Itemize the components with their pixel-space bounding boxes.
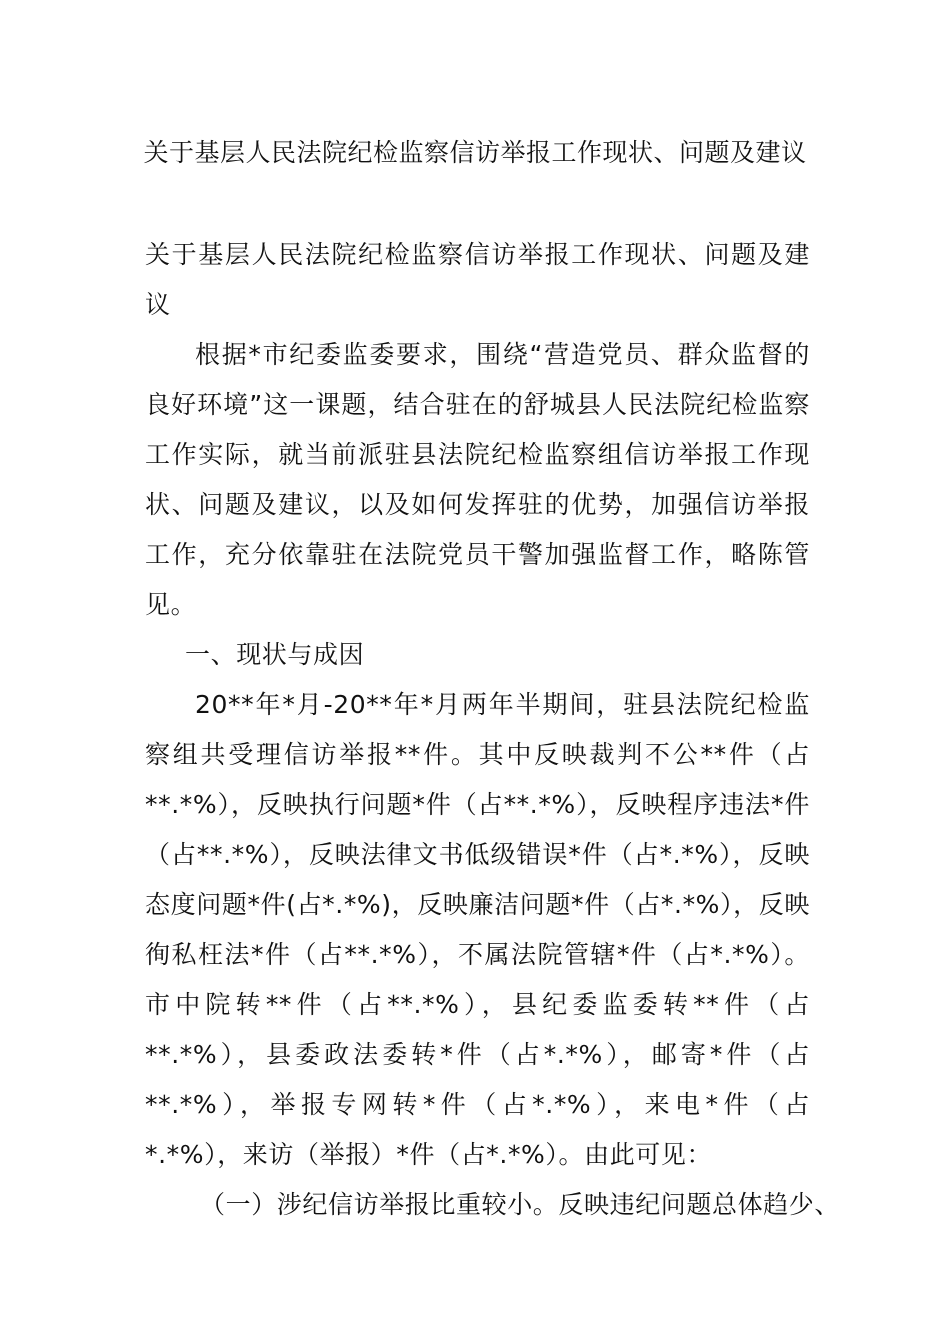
section-heading: 一、现状与成因	[185, 640, 365, 669]
stats-paragraph: 20**年*月-20**年*月两年半期间，驻县法院纪检监察组共受理信访举报**件。其中反映裁判不公**件（占**.*%），反映执行问题*件（占**.*%），反映程序违法*件（占**.*%），反映法律文书低级错误*件（占*.*%），反映态度问题*件(占*.*%)，反映廉洁问题*件（占*.*%），反映徇私枉法*件（占**.*%），不属法院管辖*件（占*.*%）。市中院转**件（占**.*%），县纪委监委转**件（占**.*%），县委政法委转*件（占*.*%），邮寄*件（占**.*%），举报专网转*件（占*.*%），来电*件（占*.*%），来访（举报）*件（占*.*%）。由此可见：	[145, 690, 810, 1169]
document-title: 关于基层人民法院纪检监察信访举报工作现状、问题及建议	[143, 138, 807, 167]
document-body	[145, 230, 841, 1230]
intro-paragraph: 根据*市纪委监委要求，围绕“营造党员、群众监督的良好环境”这一课题，结合驻在的舒城县人民法院纪检监察工作实际，就当前派驻县法院纪检监察组信访举报工作现状、问题及建议，以及如何发挥驻的优势，加强信访举报工作，充分依靠驻在法院党员干警加强监督工作，略陈管见。	[145, 340, 810, 619]
document-subtitle: 关于基层人民法院纪检监察信访举报工作现状、问题及建议	[145, 240, 810, 319]
subsection-heading: （一）涉纪信访举报比重较小。反映违纪问题总体趋少、	[200, 1190, 841, 1219]
